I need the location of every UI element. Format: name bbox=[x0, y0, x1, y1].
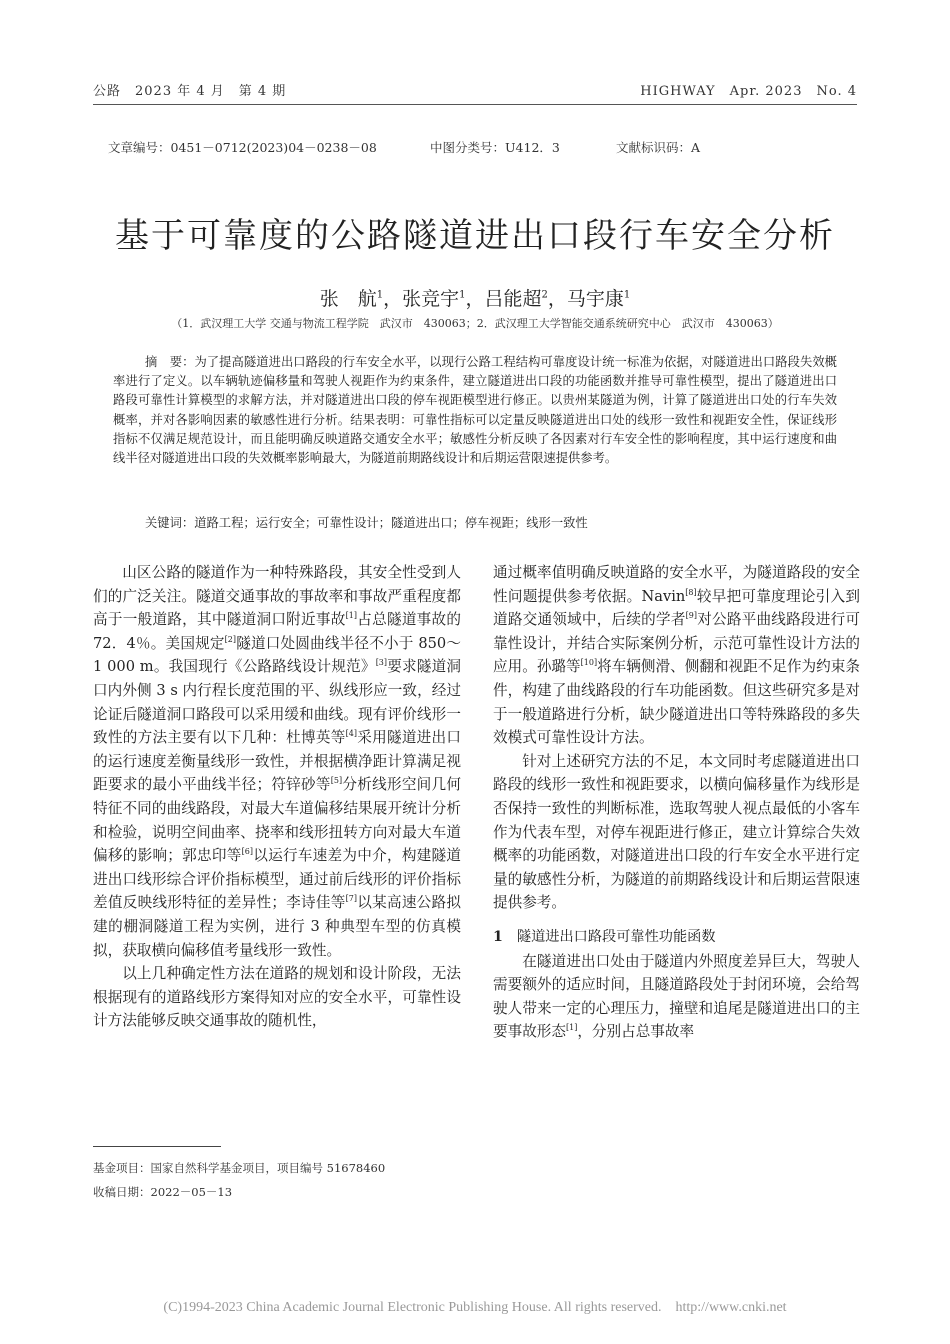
body-paragraph bbox=[493, 561, 860, 750]
citation-ref: [1] bbox=[565, 1023, 578, 1033]
affiliations: （1．武汉理工大学 交通与物流工程学院 武汉市 430063；2．武汉理工大学智能交通系统研究中心 武汉市 430063） bbox=[171, 317, 779, 330]
body-text: 山区公路的隧道作为一种特殊路段，其安全性受到人们的广泛关注。隧道交通事故的事故率和事故严重程度都高于一般道路，其中隧道洞口附近事故 bbox=[93, 564, 461, 629]
author-affil-mark: 2 bbox=[541, 289, 548, 301]
article-number: 文章编号：0451－0712(2023)04－0238－08 bbox=[108, 140, 377, 155]
body-text: 分析线形空间几何特征不同的曲线路段，对最大车道偏移结果展开统计分析和检验，说明空间曲率、挠率和线形扭转方向对最大车道偏移的影响；郭忠印等 bbox=[93, 776, 461, 865]
body-text: 较早把可靠度理论引入到道路交通领域中，后续的学者 bbox=[493, 587, 860, 629]
footnote-rule bbox=[93, 1146, 221, 1147]
section-heading bbox=[493, 926, 860, 950]
running-head-right: HIGHWAY Apr. 2023 No. 4 bbox=[640, 84, 857, 99]
body-column-left bbox=[93, 561, 461, 1033]
body-text: 在隧道进出口处由于隧道内外照度差异巨大，驾驶人需要额外的适应时间，且隧道路段处于封闭环境，会给驾驶人带来一定的心理压力，撞壁和追尾是隧道进出口的主要事故形态 bbox=[493, 952, 860, 1041]
body-text: 将车辆侧滑、侧翻和视距不足作为约束条件，构建了曲线路段的行车功能函数。但这些研究多是对于一般道路进行分析，缺少隧道进出口等特殊路段的多失效模式可靠性设计方法。 bbox=[493, 658, 860, 747]
paper-title: 基于可靠度的公路隧道进出口段行车安全分析 bbox=[115, 216, 835, 256]
body-paragraph bbox=[93, 561, 461, 962]
footnote-received-date: 收稿日期：2022－05－13 bbox=[93, 1185, 233, 1199]
body-paragraph: 以上几种确定性方法在道路的规划和设计阶段，无法根据现有的道路线形方案得知对应的安全水平，可靠性设计方法能够反映交通事故的随机性， bbox=[93, 965, 461, 1030]
author-name: 张竞宇 bbox=[402, 288, 460, 310]
citation-ref: [2] bbox=[224, 634, 237, 644]
body-column-right bbox=[493, 561, 860, 1044]
section-title: 隧道进出口路段可靠性功能函数 bbox=[516, 928, 716, 945]
running-head-left: 公路 2023 年 4 月 第 4 期 bbox=[93, 84, 287, 99]
author-affil-mark: 1 bbox=[623, 289, 631, 301]
author-affil-mark: 1 bbox=[376, 289, 384, 301]
section-number: 1 bbox=[493, 928, 503, 945]
citation-ref: [6] bbox=[241, 847, 253, 857]
abstract bbox=[113, 353, 837, 468]
citation-ref: [5] bbox=[330, 776, 343, 786]
citation-ref: [10] bbox=[580, 658, 598, 668]
footnote-funding: 基金项目：国家自然科学基金项目，项目编号 51678460 bbox=[93, 1161, 386, 1175]
author-name: 张 航 bbox=[319, 288, 377, 310]
body-text: 要求隧道洞口内外侧 3 s 内行程长度范围的平、纵线形应一致，经过论证后隧道洞口路段可以采用缓和曲线。现有评价线形一致性的方法主要有以下几种：杜博英等 bbox=[93, 658, 461, 747]
citation-ref: [3] bbox=[375, 658, 388, 668]
body-text: ，分别占总事故率 bbox=[577, 1023, 695, 1041]
copyright-notice: (C)1994-2023 China Academic Journal Electronic Publishing House. All rights reserved. http://www.cnki.net bbox=[163, 1300, 787, 1315]
keywords bbox=[145, 513, 588, 531]
keywords-label: 关键词： bbox=[145, 516, 195, 530]
body-text: 以某高速公路拟建的棚洞隧道工程为实例，进行 3 种典型车型的仿真模拟，获取横向偏移值考量线形一致性。 bbox=[93, 894, 461, 959]
document-code: 文献标识码：A bbox=[616, 140, 701, 155]
body-text: 占总隧道事故的 72．4％。美国规定 bbox=[93, 611, 461, 652]
author-affil-mark: 1 bbox=[459, 289, 466, 301]
author-name: 吕能超 bbox=[484, 288, 542, 310]
body-text: 对公路平曲线路段进行可靠性设计，并结合实际案例分析，示范可靠性设计方法的应用。孙璐等 bbox=[493, 611, 860, 676]
body-paragraph bbox=[493, 950, 860, 1044]
author-name: 马宇康 bbox=[566, 288, 624, 310]
citation-ref: [9] bbox=[685, 611, 697, 621]
citation-ref: [8] bbox=[685, 587, 697, 597]
citation-ref: [7] bbox=[345, 894, 357, 904]
body-text: 通过概率值明确反映道路的安全水平，为隧道路段的安全性问题提供参考依据。Navin bbox=[493, 564, 860, 605]
keywords-text: 道路工程；运行安全；可靠性设计；隧道进出口；停车视距；线形一致性 bbox=[194, 516, 588, 530]
body-text: 隧道口处圆曲线半径不小于 850～1 000 m。我国现行《公路路线设计规范》 bbox=[93, 634, 461, 676]
header-rule bbox=[93, 104, 857, 105]
clc-number: 中图分类号：U412．3 bbox=[430, 140, 560, 155]
abstract-text: 为了提高隧道进出口路段的行车安全水平，以现行公路工程结构可靠度设计统一标准为依据，对隧道进出口路段失效概率进行了定义。以车辆轨迹偏移量和驾驶人视距作为约束条件，建立隧道进出口段的功能函数并推导可靠性模型，提出了隧道进出口路段可靠性计算模型的求解方法，并对隧道进出口段的停车视距模型进行修正。以贵州某隧道为例，计算了隧道进出口处的行车失效概率，并对各影响因素的敏感性进行分析。结果表明：可靠性指标可以定量反映隧道进出口处的线形一致性和视距安全性，保证线形指标不仅满足规范设计，而且能明确反映道路交通安全水平；敏感性分析反映了各因素对行车安全性的影响程度，其中运行速度和曲线半径对隧道进出口段的失效概率影响最大，为隧道前期路线设计和后期运营限速提供参考。 bbox=[113, 355, 837, 466]
abstract-label: 摘 要： bbox=[145, 355, 195, 369]
citation-ref: [1] bbox=[345, 611, 357, 621]
citation-ref: [4] bbox=[345, 729, 357, 739]
body-text: 采用隧道进出口的运行速度差衡量线形一致性，并根据横净距计算满足视距要求的最小平曲线半径；符锌砂等 bbox=[93, 729, 461, 794]
author-list: 张 航$^1$，张竞宇$^1$，吕能超$^2$，马宇康$^1$ bbox=[319, 288, 631, 310]
body-paragraph: 针对上述研究方法的不足，本文同时考虑隧道进出口路段的线形一致性和视距要求，以横向偏移量作为线形是否保持一致性的判断标准，选取驾驶人视点最低的小客车作为代表车型，对停车视距进行修正，建立计算综合失效概率的功能函数，对隧道进出口段的行车安全水平进行定量的敏感性分析，为隧道的前期路线设计和后期运营限速提供参考。 bbox=[493, 752, 860, 912]
body-text: 以运行车速差为中介，构建隧道进出口线形综合评价指标模型，通过前后线形的评价指标差值反映线形特征的差异性；李诗佳等 bbox=[93, 847, 461, 912]
